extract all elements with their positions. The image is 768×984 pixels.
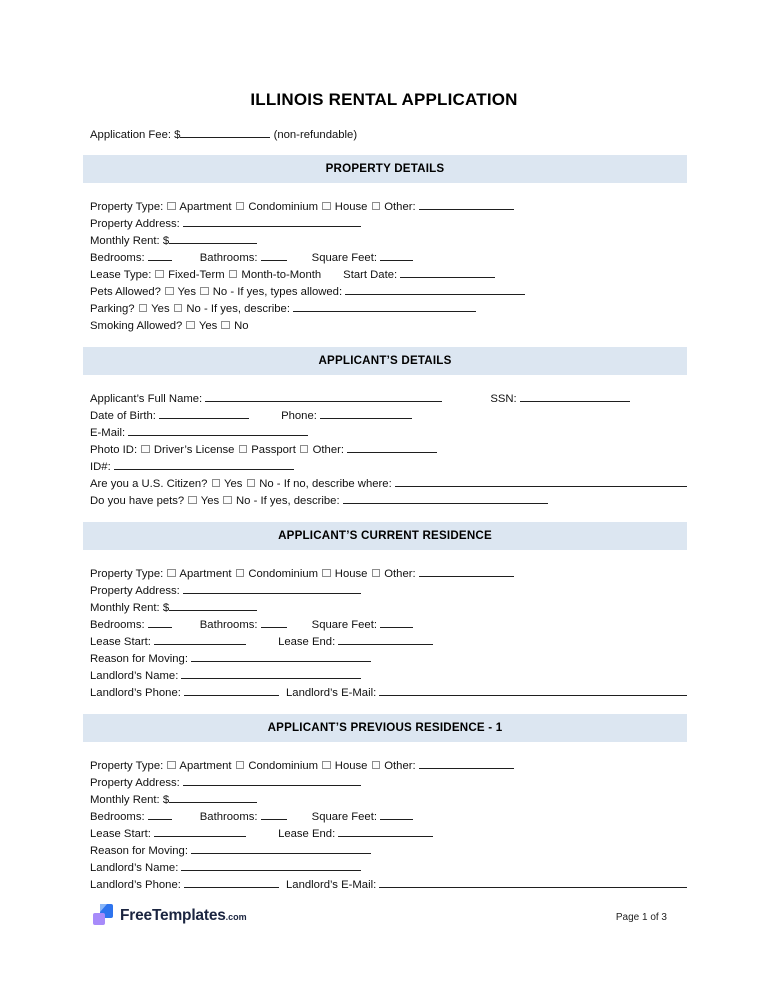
blank-field[interactable]	[379, 685, 687, 696]
pets-allowed-row	[90, 284, 687, 301]
blank-field[interactable]	[261, 250, 287, 261]
label-text: Lease Start:	[90, 636, 155, 648]
label-text: Photo ID:	[90, 444, 141, 456]
label-text: (non-refundable)	[270, 129, 358, 141]
section-header: PROPERTY DETAILS	[83, 155, 687, 183]
blank-field[interactable]	[343, 493, 548, 504]
section-rows	[90, 550, 687, 714]
blank-field[interactable]	[184, 685, 279, 696]
label-text: Are you a U.S. Citizen?	[90, 478, 211, 490]
lease-type-row	[90, 267, 687, 284]
blank-field[interactable]	[345, 284, 525, 295]
blank-field[interactable]	[205, 391, 442, 402]
checkbox[interactable]	[167, 761, 176, 770]
bed-bath-sqft-row	[90, 250, 687, 267]
blank-field[interactable]	[154, 826, 246, 837]
checkbox[interactable]	[372, 202, 381, 211]
checkbox[interactable]	[300, 445, 309, 454]
label-text: Lease End:	[278, 636, 339, 648]
blank-field[interactable]	[183, 583, 361, 594]
blank-field[interactable]	[181, 668, 361, 679]
checkbox[interactable]	[174, 304, 183, 313]
label-text: Landlord’s Name:	[90, 670, 182, 682]
spacer	[249, 418, 281, 419]
label-text: Reason for Moving:	[90, 653, 192, 665]
checkbox[interactable]	[221, 321, 230, 330]
landlord-name-row	[90, 668, 687, 685]
blank-field[interactable]	[154, 634, 246, 645]
label-text: Lease Start:	[90, 828, 155, 840]
id-number-row	[90, 459, 687, 476]
label-text: Landlord’s E-Mail:	[286, 879, 380, 891]
label-text: No - If no, describe where:	[256, 478, 395, 490]
section-header: APPLICANT’S DETAILS	[83, 347, 687, 375]
blank-field[interactable]	[169, 600, 257, 611]
label-text: Pets Allowed?	[90, 286, 165, 298]
dob-phone-row	[90, 408, 687, 425]
label-text: Bathrooms:	[199, 252, 261, 264]
spacer	[172, 819, 200, 820]
label-text: Property Address:	[90, 777, 183, 789]
monthly-rent-row	[90, 600, 687, 617]
label-text: Square Feet:	[311, 252, 381, 264]
reason-for-moving-row	[90, 843, 687, 860]
label-text: Square Feet:	[311, 619, 381, 631]
label-text: Monthly Rent: $	[90, 602, 170, 614]
label-text: Fixed-Term	[164, 269, 228, 281]
us-citizen-row	[90, 476, 687, 493]
checkbox[interactable]	[322, 569, 331, 578]
checkbox[interactable]	[139, 304, 148, 313]
checkbox[interactable]	[236, 569, 245, 578]
blank-field[interactable]	[419, 758, 514, 769]
full-name-ssn-row	[90, 391, 687, 408]
monthly-rent-row	[90, 792, 687, 809]
label-text: Bedrooms:	[90, 619, 148, 631]
property-type-row	[90, 566, 687, 583]
label-text: E-Mail:	[90, 427, 129, 439]
label-text: Square Feet:	[311, 811, 381, 823]
label-text: Bedrooms:	[90, 811, 148, 823]
spacer	[321, 277, 343, 278]
spacer	[442, 401, 490, 402]
spacer	[279, 887, 286, 888]
monthly-rent-row	[90, 233, 687, 250]
label-text: Bathrooms:	[199, 811, 261, 823]
section-header: APPLICANT’S PREVIOUS RESIDENCE - 1	[83, 714, 687, 742]
blank-field[interactable]	[148, 617, 172, 628]
checkbox[interactable]	[212, 479, 221, 488]
bed-bath-sqft-row	[90, 617, 687, 634]
spacer	[287, 627, 312, 628]
checkbox[interactable]	[188, 496, 197, 505]
blank-field[interactable]	[380, 617, 413, 628]
blank-field[interactable]	[419, 566, 514, 577]
blank-field[interactable]	[347, 442, 437, 453]
spacer	[246, 836, 278, 837]
blank-field[interactable]	[400, 267, 495, 278]
label-text: Lease Type:	[90, 269, 155, 281]
label-text: Landlord’s Phone:	[90, 879, 185, 891]
checkbox[interactable]	[372, 761, 381, 770]
label-text: Landlord’s Name:	[90, 862, 182, 874]
label-text: Application Fee: $	[90, 129, 181, 141]
checkbox[interactable]	[167, 569, 176, 578]
checkbox[interactable]	[155, 270, 164, 279]
spacer	[279, 695, 286, 696]
label-text: No - If yes, describe:	[232, 495, 343, 507]
label-text: Property Type:	[90, 760, 167, 772]
section-header: APPLICANT’S CURRENT RESIDENCE	[83, 522, 687, 550]
label-text: Date of Birth:	[90, 410, 160, 422]
email-row	[90, 425, 687, 442]
blank-field[interactable]	[520, 391, 630, 402]
label-text: Landlord’s Phone:	[90, 687, 185, 699]
landlord-contact-row	[90, 877, 687, 894]
blank-field[interactable]	[180, 127, 270, 138]
label-text: Yes	[197, 495, 223, 507]
label-text: Yes	[148, 303, 173, 315]
checkbox[interactable]	[372, 569, 381, 578]
blank-field[interactable]	[320, 408, 412, 419]
label-text: Property Address:	[90, 218, 183, 230]
property-address-row	[90, 583, 687, 600]
blank-field[interactable]	[183, 216, 361, 227]
label-text: No - If yes, types allowed:	[209, 286, 346, 298]
label-text: Lease End:	[278, 828, 339, 840]
blank-field[interactable]	[261, 809, 287, 820]
label-text: Condominium	[245, 201, 322, 213]
checkbox[interactable]	[200, 287, 209, 296]
freetemplates-logo	[93, 904, 247, 927]
label-text: SSN:	[490, 393, 520, 405]
label-text: Start Date:	[343, 269, 401, 281]
label-text: Smoking Allowed?	[90, 320, 186, 332]
blank-field[interactable]	[338, 634, 433, 645]
label-text: House	[331, 760, 371, 772]
label-text: Yes	[195, 320, 221, 332]
property-address-row	[90, 775, 687, 792]
blank-field[interactable]	[261, 617, 287, 628]
label-text: Driver’s License	[150, 444, 238, 456]
blank-field[interactable]	[293, 301, 476, 312]
application-fee-row	[90, 127, 687, 144]
blank-field[interactable]	[380, 809, 413, 820]
label-text: Monthly Rent: $	[90, 794, 170, 806]
checkbox[interactable]	[229, 270, 238, 279]
logo-square-shape	[93, 913, 105, 925]
blank-field[interactable]	[419, 199, 514, 210]
logo-icon	[93, 904, 114, 927]
label-text: Apartment	[176, 568, 235, 580]
blank-field[interactable]	[128, 425, 308, 436]
form-sections	[0, 155, 768, 906]
checkbox[interactable]	[239, 445, 248, 454]
blank-field[interactable]	[183, 775, 361, 786]
blank-field[interactable]	[379, 877, 687, 888]
label-text: Condominium	[245, 568, 322, 580]
spacer	[287, 819, 312, 820]
blank-field[interactable]	[184, 877, 279, 888]
label-text: Do you have pets?	[90, 495, 188, 507]
label-text: Bathrooms:	[199, 619, 261, 631]
label-text: Passport	[248, 444, 299, 456]
label-text: Property Type:	[90, 568, 167, 580]
checkbox[interactable]	[167, 202, 176, 211]
label-text: No	[230, 320, 249, 332]
label-text: Other:	[381, 568, 419, 580]
property-address-row	[90, 216, 687, 233]
spacer	[172, 627, 200, 628]
label-text: Bedrooms:	[90, 252, 148, 264]
blank-field[interactable]	[191, 651, 371, 662]
spacer	[246, 644, 278, 645]
blank-field[interactable]	[338, 826, 433, 837]
label-text: Month-to-Month	[238, 269, 322, 281]
blank-field[interactable]	[169, 792, 257, 803]
label-text: Other:	[309, 444, 348, 456]
label-text: House	[331, 201, 371, 213]
section-rows	[90, 742, 687, 906]
checkbox[interactable]	[141, 445, 150, 454]
label-text: House	[331, 568, 371, 580]
blank-field[interactable]	[148, 250, 172, 261]
property-type-row	[90, 758, 687, 775]
lease-dates-row	[90, 634, 687, 651]
landlord-contact-row	[90, 685, 687, 702]
label-text: Parking?	[90, 303, 138, 315]
have-pets-row	[90, 493, 687, 510]
label-text: Yes	[221, 478, 246, 490]
label-text: Reason for Moving:	[90, 845, 192, 857]
blank-field[interactable]	[380, 250, 413, 261]
photo-id-row	[90, 442, 687, 459]
label-text: Applicant’s Full Name:	[90, 393, 206, 405]
checkbox[interactable]	[165, 287, 174, 296]
checkbox[interactable]	[247, 479, 256, 488]
checkbox[interactable]	[236, 761, 245, 770]
spacer	[287, 260, 312, 261]
label-text: Other:	[381, 201, 419, 213]
label-text: Apartment	[176, 201, 235, 213]
label-text: No - If yes, describe:	[183, 303, 294, 315]
checkbox[interactable]	[322, 202, 331, 211]
label-text: Monthly Rent: $	[90, 235, 170, 247]
label-text: Yes	[174, 286, 200, 298]
checkbox[interactable]	[186, 321, 195, 330]
blank-field[interactable]	[159, 408, 249, 419]
label-text: Property Type:	[90, 201, 167, 213]
page-indicator: Page 1 of 3	[615, 912, 667, 923]
label-text: Apartment	[176, 760, 235, 772]
section-rows	[90, 375, 687, 522]
reason-for-moving-row	[90, 651, 687, 668]
label-text: Phone:	[281, 410, 321, 422]
brand-name: FreeTemplates	[120, 906, 226, 924]
checkbox[interactable]	[236, 202, 245, 211]
label-text: Landlord’s E-Mail:	[286, 687, 380, 699]
spacer	[172, 260, 200, 261]
checkbox[interactable]	[223, 496, 232, 505]
property-type-row	[90, 199, 687, 216]
blank-field[interactable]	[169, 233, 257, 244]
landlord-name-row	[90, 860, 687, 877]
brand-suffix: .com	[225, 911, 247, 922]
label-text: ID#:	[90, 461, 114, 473]
label-text: Other:	[381, 760, 419, 772]
brand-text	[120, 907, 247, 925]
blank-field[interactable]	[148, 809, 172, 820]
smoking-row	[90, 318, 687, 335]
label-text: Condominium	[245, 760, 322, 772]
bed-bath-sqft-row	[90, 809, 687, 826]
blank-field[interactable]	[114, 459, 294, 470]
blank-field[interactable]	[395, 476, 687, 487]
label-text: Property Address:	[90, 585, 183, 597]
blank-field[interactable]	[181, 860, 361, 871]
section-rows	[90, 183, 687, 347]
parking-row	[90, 301, 687, 318]
lease-dates-row	[90, 826, 687, 843]
blank-field[interactable]	[191, 843, 371, 854]
page-title: ILLINOIS RENTAL APPLICATION	[250, 90, 518, 109]
checkbox[interactable]	[322, 761, 331, 770]
